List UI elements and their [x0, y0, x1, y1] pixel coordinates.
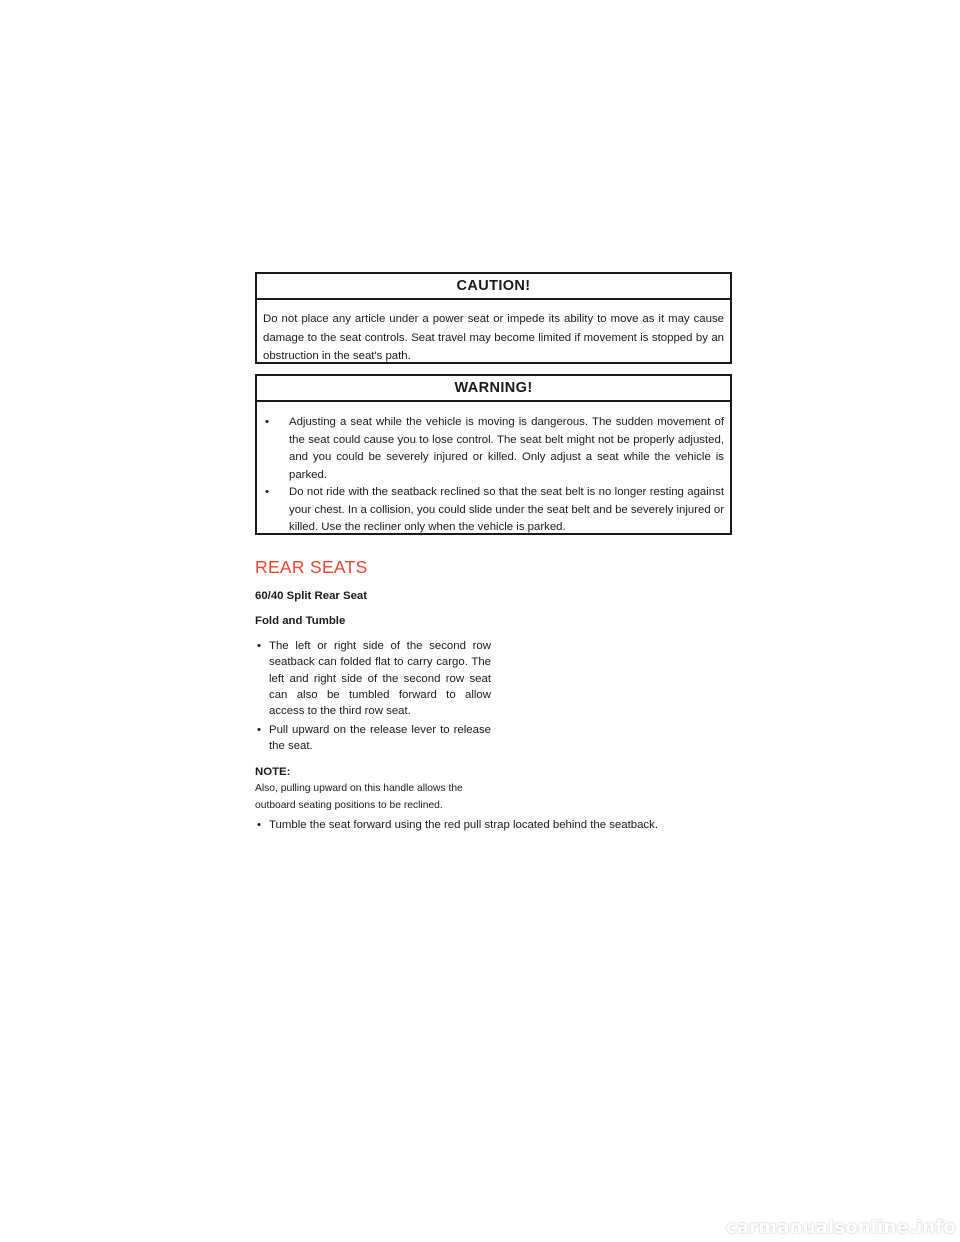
- watermark-text: carmanualsonline.info: [725, 1217, 956, 1238]
- warning-item: [263, 414, 724, 484]
- caution-box: [255, 272, 732, 364]
- caution-title: CAUTION!: [257, 274, 730, 300]
- warning-item: [263, 484, 724, 537]
- list-item-text: The left or right side of the second row seatback can folded flat to carry cargo. The left and right side of the second row seat can also be tumbled forward to allow access to the third row seat.: [269, 640, 491, 718]
- section-title: REAR SEATS: [255, 557, 368, 577]
- list-item-text: Pull upward on the release lever to release the seat.: [269, 724, 491, 753]
- rear-seats-list-2: [255, 722, 491, 755]
- list-item: [255, 722, 491, 755]
- bullet-icon: •: [257, 640, 261, 652]
- bullet-icon: •: [265, 486, 269, 498]
- warning-title: WARNING!: [257, 376, 730, 402]
- rear-seats-list-1: [255, 638, 491, 719]
- warning-item-text: Adjusting a seat while the vehicle is moving is dangerous. The sudden movement of the seat could cause you to lose control. The seat belt might not be properly adjusted, and you could be severely injured or killed. Only adjust a seat while the vehicle is parked.: [289, 416, 724, 481]
- list-item: [255, 638, 491, 719]
- subheading-split-rear-seat: 60/40 Split Rear Seat: [255, 590, 368, 602]
- list-item-tumble: [255, 817, 735, 833]
- bullet-icon: •: [257, 724, 261, 736]
- caution-text: Do not place any article under a power seat or impede its ability to move as it may cause damage to the seat controls. Seat travel may become limited if movement is stopped by an obstruction in the seat's path.: [263, 313, 724, 362]
- note-text: Also, pulling upward on this handle allows the outboard seating positions to be reclined.: [255, 783, 463, 811]
- subheading-fold-and-tumble: Fold and Tumble: [255, 615, 346, 627]
- note-label: NOTE:: [255, 766, 291, 778]
- warning-box: [255, 374, 732, 535]
- bullet-icon: •: [257, 819, 261, 831]
- warning-item-text: Do not ride with the seatback reclined so that the seat belt is no longer resting against your chest. In a collision, you could slide under the seat belt and be severely injured or killed. Use the recliner only when the vehicle is parked.: [289, 486, 724, 533]
- list-item-text: Tumble the seat forward using the red pull strap located behind the seatback.: [269, 819, 658, 831]
- warning-list: [257, 402, 730, 537]
- bullet-icon: •: [265, 416, 269, 428]
